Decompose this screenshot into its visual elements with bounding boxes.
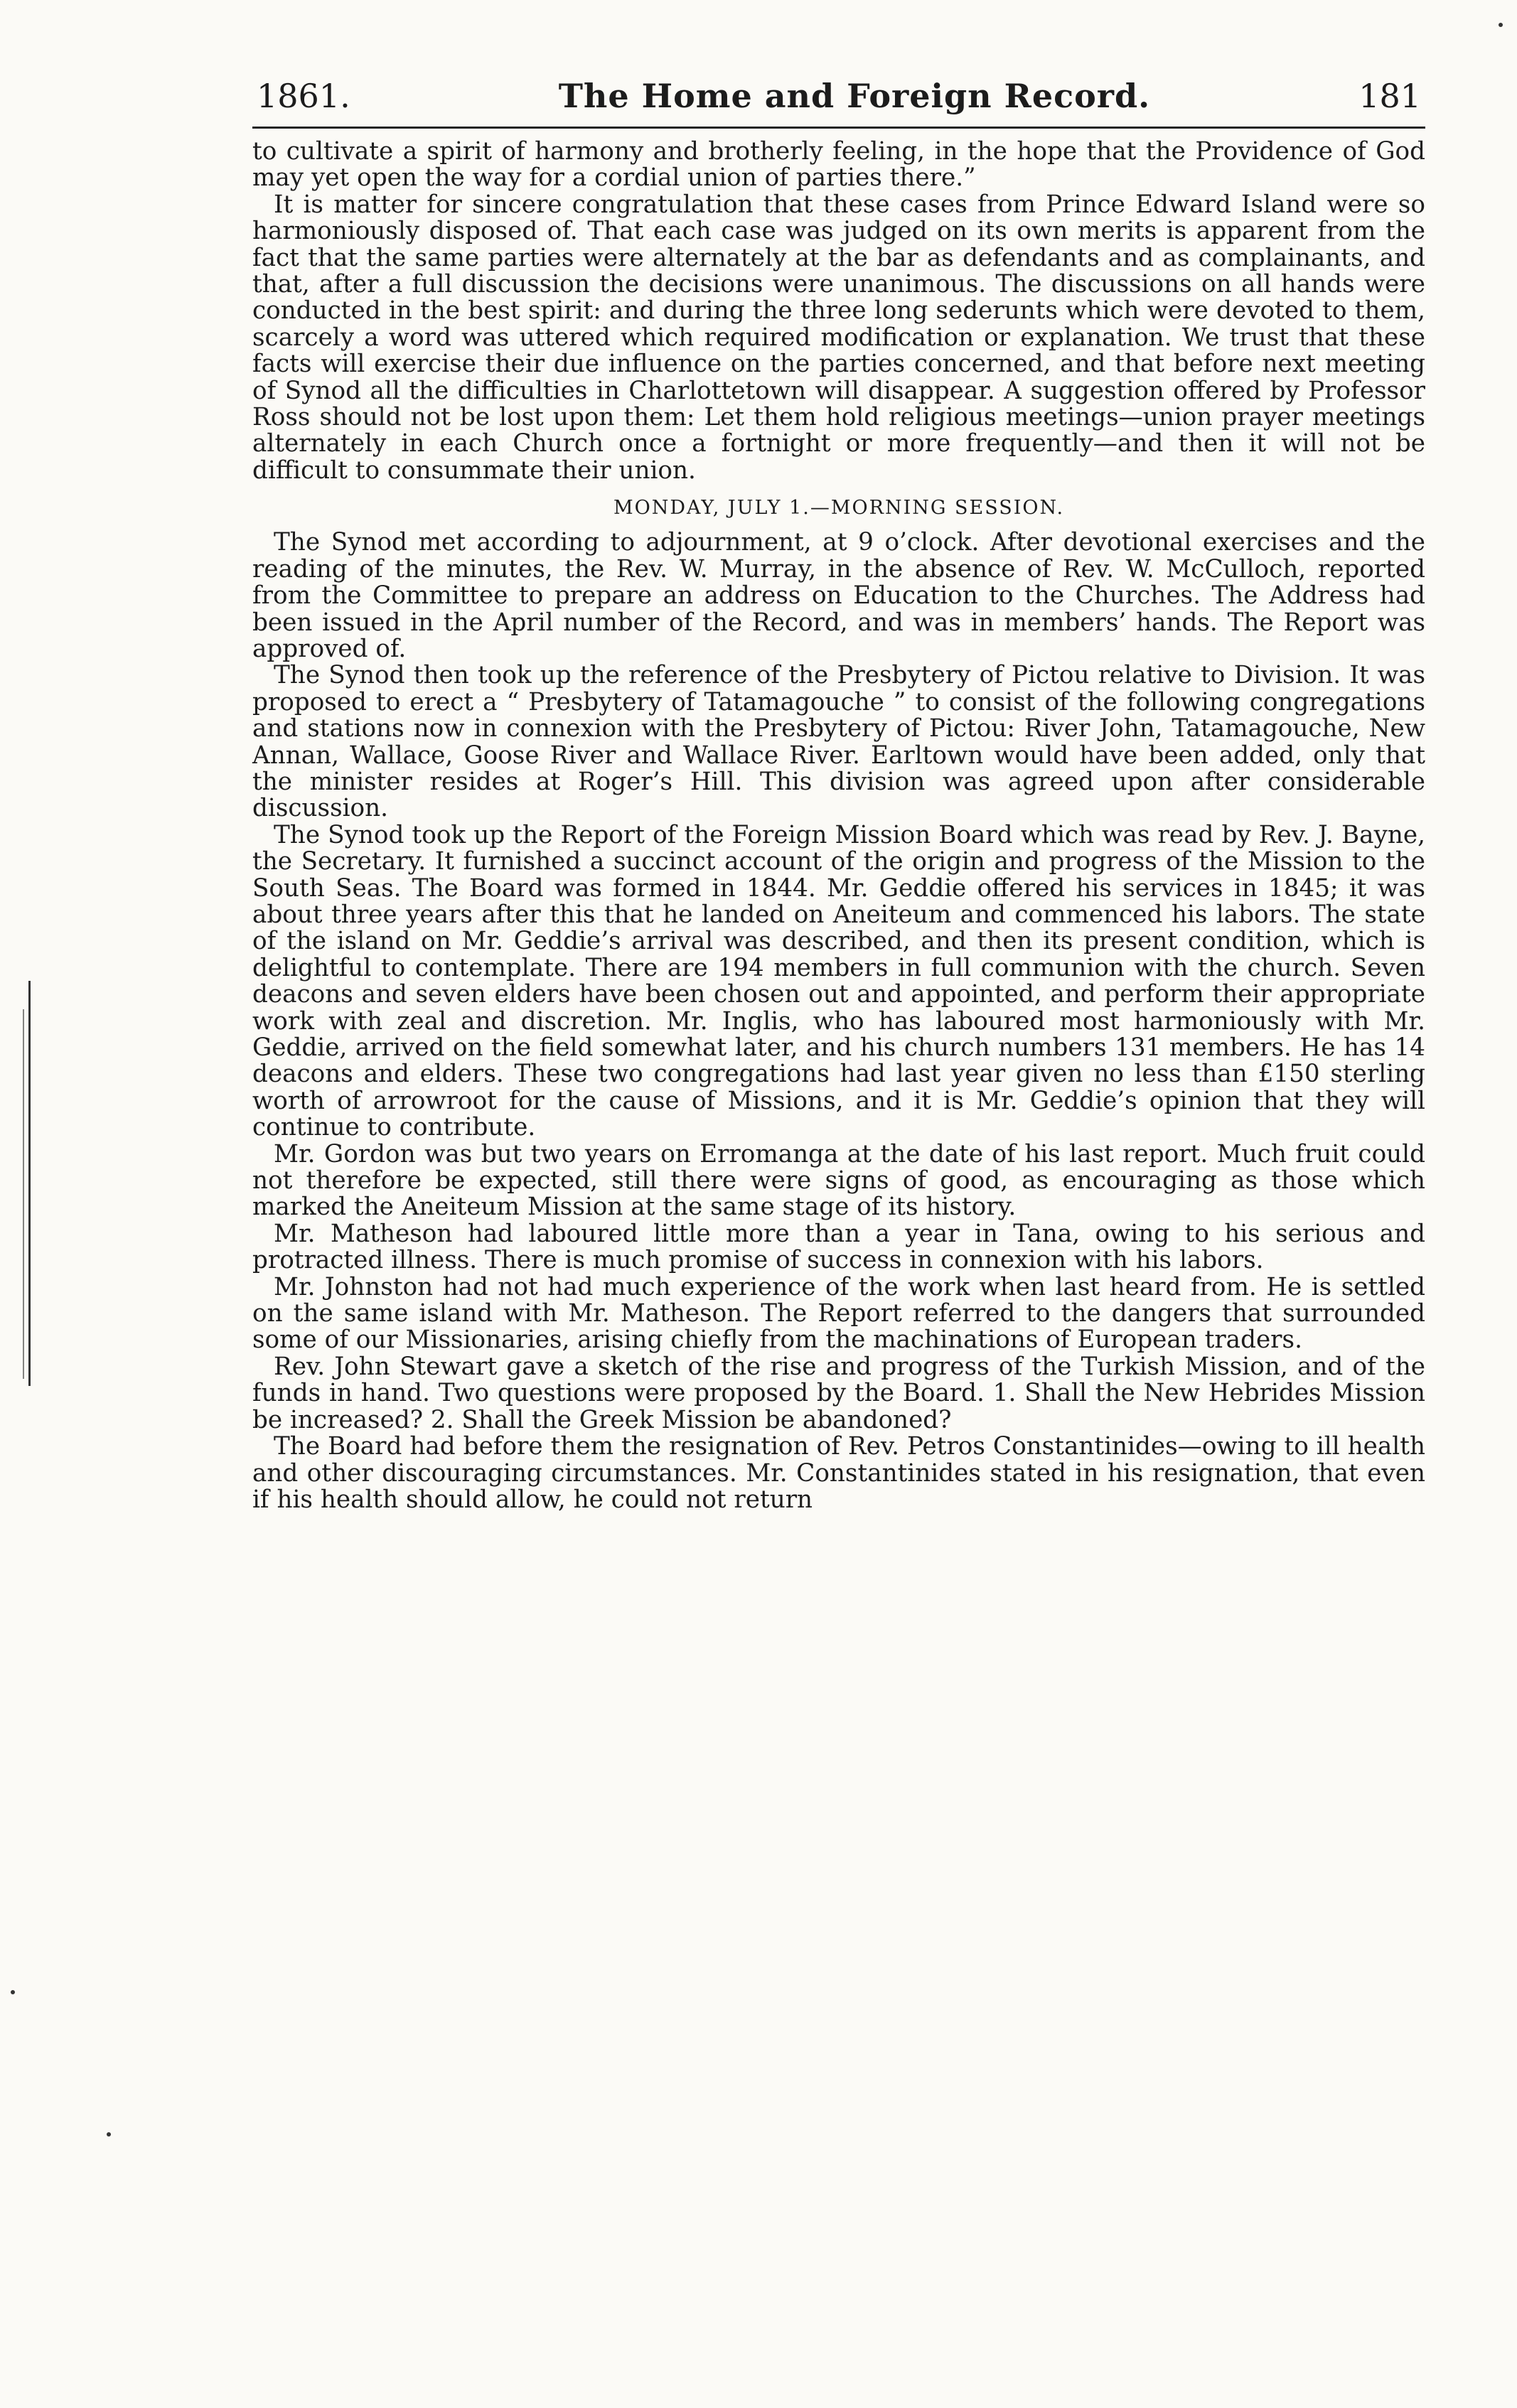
margin-dot [1499,23,1503,27]
paragraph: Mr. Matheson had laboured little more than a year in Tana, owing to his serious and protracted illness. There is much promise of success in connexion with his labors. [252,1219,1425,1275]
article-body [252,139,1425,1513]
paragraph: The Synod met according to adjournment, at 9 o’clock. After devotional exercises and the reading of the minutes, the Rev. W. Murray, in the absence of Rev. W. McCulloch, reported from the Committee to prepare an address on Education to the Churches. The Address had been issued in the April number of the Record, and was in members’ hands. The Report was approved of. [252,528,1425,663]
margin-scan-mark [23,1009,24,1379]
margin-dot [11,1990,15,1994]
paragraph: The Synod then took up the reference of the Presbytery of Pictou relative to Division. It was proposed to erect a “ Presbytery of Tatamagouche ” to consist of the following congregations and stations now in connexion with the Presbytery of Pictou: River John, Tatamagouche, New Annan, Wallace, Goose River and Wallace River. Earltown would have been added, only that the minister resides at Roger’s Hill. This division was agreed upon after considerable discussion. [252,661,1425,823]
margin-scan-mark [28,981,31,1386]
journal-title: The Home and Foreign Record. [558,77,1151,115]
page-number: 181 [1358,77,1421,115]
paragraph: It is matter for sincere congratulation that these cases from Prince Edward Island were so harmoniously disposed of. That each case was judged on its own merits is apparent from the fact that the same parties were alternately at the bar as defendants and as complainants, and that, after a full discussion the decisions were unanimous. The discussions on all hands were conducted in the best spirit: and during the three long sederunts which were devoted to them, scarcely a word was uttered which required modification or explanation. We trust that these facts will exercise their due influence on the parties concerned, and that before next meeting of Synod all the difficulties in Charlottetown will disappear. A suggestion offered by Professor Ross should not be lost upon them: Let them hold religious meetings—union prayer meetings alternately in each Church once a fortnight or more frequently—and then it will not be difficult to consummate their union. [252,190,1425,485]
margin-dot [107,2132,111,2136]
session-heading: MONDAY, JULY 1.—MORNING SESSION. [613,497,1065,520]
paragraph: Mr. Gordon was but two years on Erromanga at the date of his last report. Much fruit could not therefore be expected, still there were signs of good, as encouraging as those which marked the Aneiteum Mission at the same stage of its history. [252,1139,1425,1222]
header-rule [252,127,1425,129]
paragraph: The Synod took up the Report of the Foreign Mission Board which was read by Rev. J. Bayne, the Secretary. It furnished a succinct account of the origin and progress of the Mission to the South Seas. The Board was formed in 1844. Mr. Geddie offered his services in 1845; it was about three years after this that he landed on Aneiteum and commenced his labors. The state of the island on Mr. Geddie’s arrival was described, and then its present condition, which is delightful to contemplate. There are 194 members in full communion with the church. Seven deacons and seven elders have been chosen out and appointed, and perform their appropriate work with zeal and discretion. Mr. Inglis, who has laboured most harmoniously with Mr. Geddie, arrived on the field somewhat later, and his church numbers 131 members. He has 14 deacons and elders. These two congregations had last year given no less than £150 sterling worth of arrowroot for the cause of Missions, and it is Mr. Geddie’s opinion that they will continue to contribute. [252,820,1425,1142]
paragraph: to cultivate a spirit of harmony and brotherly feeling, in the hope that the Providence of God may yet open the way for a cordial union of parties there.” [252,137,1425,193]
running-header [252,71,1425,121]
paragraph: Mr. Johnston had not had much experience of the work when last heard from. He is settled on the same island with Mr. Matheson. The Report referred to the dangers that surrounded some of our Missionaries, arising chiefly from the machinations of European traders. [252,1272,1425,1355]
header-year: 1861. [257,77,350,115]
paragraph: Rev. John Stewart gave a sketch of the rise and progress of the Turkish Mission, and of the funds in hand. Two questions were proposed by the Board. 1. Shall the New Hebrides Mission be increased? 2. Shall the Greek Mission be abandoned? [252,1352,1425,1434]
page [252,71,1425,1513]
paragraph: The Board had before them the resignation of Rev. Petros Constantinides—owing to ill health and other discouraging circumstances. Mr. Constantinides stated in his resignation, that even if his health should allow, he could not return [252,1432,1425,1514]
